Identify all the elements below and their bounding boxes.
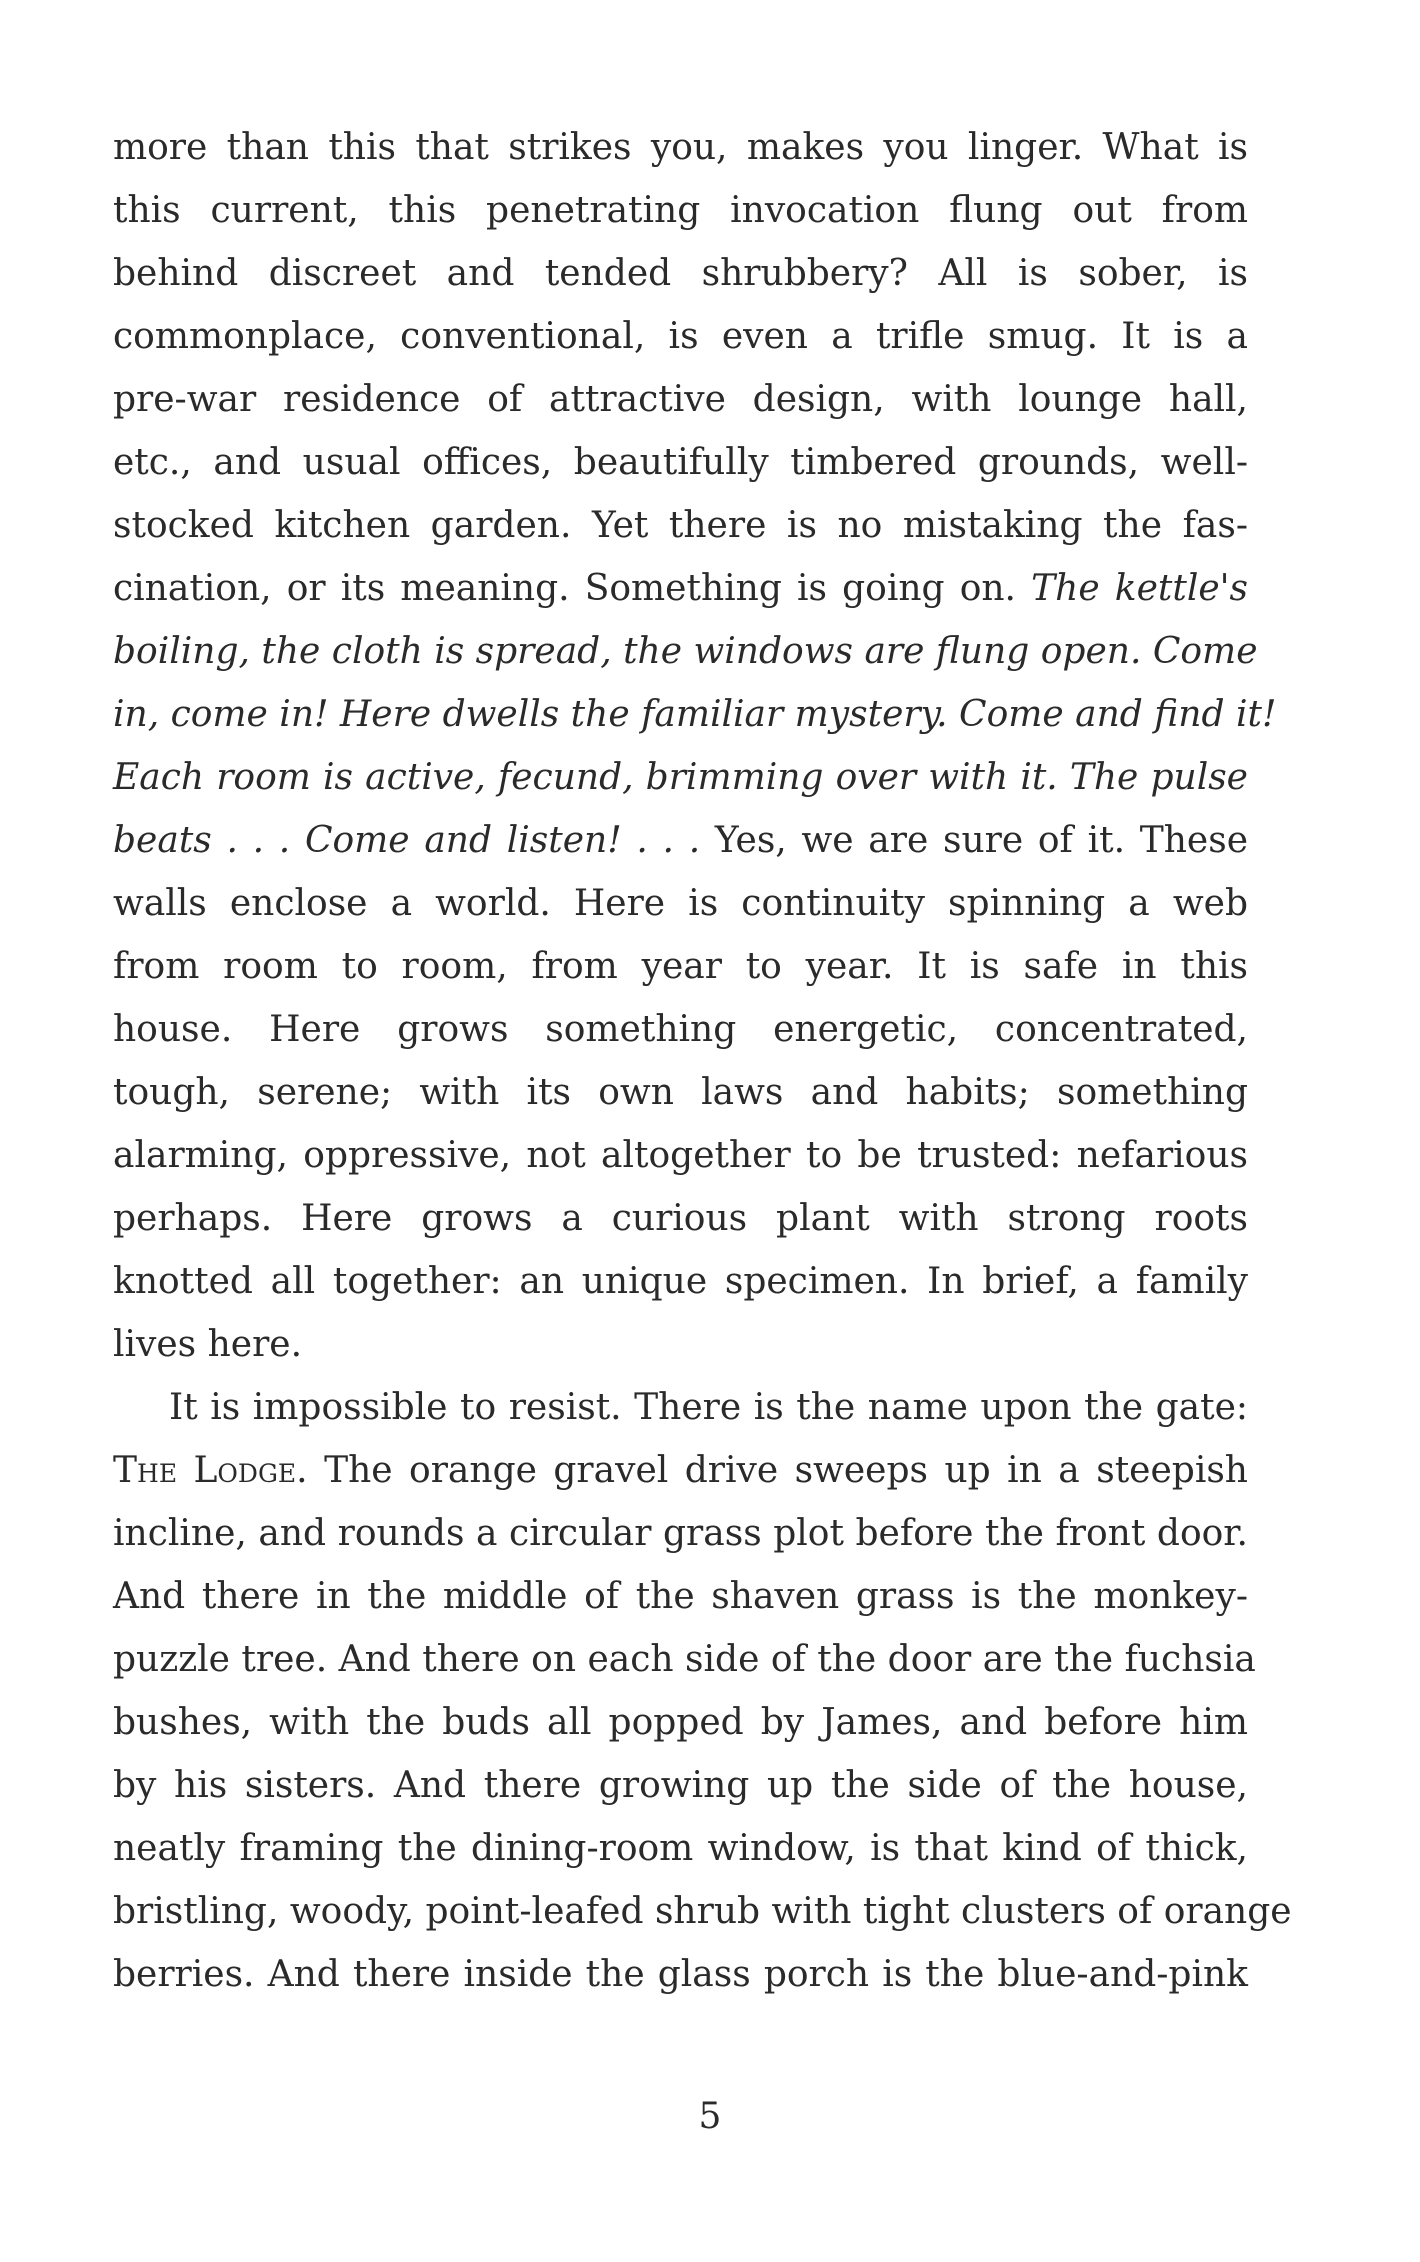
italic-line: in, come in! Here dwells the familiar mystery. Come and find it! — [113, 694, 1277, 735]
text-line: lives here. — [113, 1324, 303, 1365]
page-number: 5 — [698, 2096, 722, 2137]
text-line: And there in the middle of the shaven grass is the monkey- — [113, 1576, 1248, 1617]
text-line — [113, 1439, 1248, 1502]
text-line: this current, this penetrating invocation flung out from — [113, 190, 1248, 231]
text-line: by his sisters. And there growing up the side of the house, — [113, 1765, 1248, 1806]
text-line: berries. And there inside the glass porch is the blue-and-pink — [113, 1954, 1248, 1995]
text-line: neatly framing the dining-room window, is that kind of thick, — [113, 1828, 1248, 1869]
roman-text: Yes, we are sure of it. These — [700, 820, 1249, 861]
text-line: stocked kitchen garden. Yet there is no mistaking the fas- — [113, 505, 1248, 546]
italic-line: boiling, the cloth is spread, the windows are flung open. Come — [113, 631, 1258, 672]
text-line: puzzle tree. And there on each side of the door are the fuchsia — [113, 1639, 1256, 1680]
text-line: perhaps. Here grows a curious plant with strong roots — [113, 1198, 1248, 1239]
italic-text: beats . . . Come and listen! . . . — [113, 820, 701, 861]
body-text — [113, 116, 1292, 2006]
text-line — [113, 809, 1248, 872]
text-line: alarming, oppressive, not altogether to be trusted: nefarious — [113, 1135, 1248, 1176]
roman-text: cination, or its meaning. Something is going on. — [113, 568, 1032, 609]
text-line: incline, and rounds a circular grass plot before the front door. — [113, 1513, 1248, 1554]
text-line: behind discreet and tended shrubbery? All is sober, is — [113, 253, 1248, 294]
text-line: pre-war residence of attractive design, with lounge hall, — [113, 379, 1248, 420]
text-line — [113, 557, 1248, 620]
text-line: knotted all together: an unique specimen. In brief, a family — [113, 1261, 1248, 1302]
text-line: from room to room, from year to year. It is safe in this — [113, 946, 1248, 987]
text-line: etc., and usual offices, beautifully timbered grounds, well- — [113, 442, 1248, 483]
text-line: tough, serene; with its own laws and habits; something — [113, 1072, 1248, 1113]
text-line: house. Here grows something energetic, concentrated, — [113, 1009, 1248, 1050]
text-line: more than this that strikes you, makes you linger. What is — [113, 127, 1248, 168]
text-line: bushes, with the buds all popped by James, and before him — [113, 1702, 1248, 1743]
house-name: The Lodge. — [113, 1450, 308, 1491]
text-line: commonplace, conventional, is even a trifle smug. It is a — [113, 316, 1248, 357]
text-line: walls enclose a world. Here is continuity spinning a web — [113, 883, 1248, 924]
text-line: bristling, woody, point-leafed shrub with tight clusters of orange — [113, 1891, 1292, 1932]
italic-text: The kettle's — [1031, 568, 1249, 609]
italic-line: Each room is active, fecund, brimming over with it. The pulse — [113, 757, 1248, 798]
roman-text: The orange gravel drive sweeps up in a steepish — [307, 1450, 1248, 1491]
paragraph-first-line: It is impossible to resist. There is the name upon the gate: — [169, 1387, 1248, 1428]
